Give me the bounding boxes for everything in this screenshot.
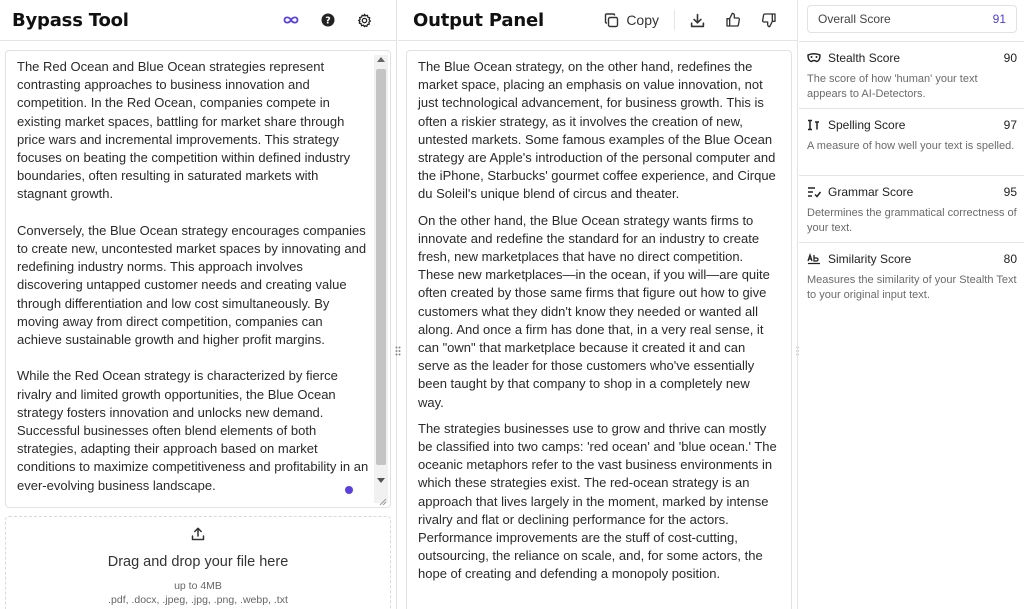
output-paragraph: The strategies businesses use to grow and thrive can mostly be classified into two camps: 'red ocean' and 'blue ocean.' The oceanic metaphors refer to the vast business environments in which these strategies exist. The red-ocean strategy is an approach that lives largely in the moment, marked by intense rivalry and flat or declining performance for the actors. Performance improvements are the stuff of cost-cutting, outsourcing, the reliance on scale, and, for some actors, the hope of creating and defending a monopoly position. <box>418 420 777 582</box>
input-text[interactable]: The Red Ocean and Blue Ocean strategies represent contrasting approaches to business innovation and competition. In the Red Ocean, companies compete in existing market spaces, battling for market share through price wars and incremental improvements. This strategy focuses on beating the competition within defined industry boundaries, often resulting in saturated markets with stagnant growth. Conversely, the Blue Ocean strategy encourages companies to create new, uncontested market spaces by innovating and redefining industry norms. This approach involves discovering untapped customer needs and creating value through differentiation and low cost simultaneously. By moving away from direct competition, companies can achieve sustainable growth and higher profit margins. While the Red Ocean strategy is characterized by fierce rivalry and limited growth opportunities, the Blue Ocean strategy fosters innovation and unlocks new demand. Successful businesses often blend elements of both strategies, adapting their approach based on market conditions to maximize competitiveness and profitability in an ever-evolving business landscape. <box>17 59 369 493</box>
grammar-score-card <box>799 176 1024 243</box>
bypass-tool-panel <box>0 0 397 609</box>
file-dropzone[interactable] <box>5 516 391 609</box>
overall-score-label: Overall Score <box>818 12 891 26</box>
metric-description: Measures the similarity of your Stealth Text to your original input text. <box>807 274 1017 301</box>
infinity-icon[interactable] <box>283 15 299 25</box>
metric-description: The score of how 'human' your text appears to AI-Detectors. <box>807 73 978 100</box>
metric-value: 97 <box>1003 118 1017 132</box>
metric-value: 80 <box>1003 252 1017 266</box>
metric-value: 95 <box>1003 185 1017 199</box>
metric-label: Stealth Score <box>828 51 901 65</box>
spelling-score-card <box>799 109 1024 176</box>
stealth-score-card <box>799 42 1024 109</box>
overall-score[interactable] <box>807 5 1017 33</box>
metric-label: Grammar Score <box>828 185 914 199</box>
download-icon[interactable] <box>690 13 705 28</box>
upload-icon[interactable] <box>191 527 205 546</box>
input-scrollbar[interactable] <box>374 55 388 503</box>
output-text[interactable] <box>407 51 791 584</box>
header-icons <box>283 13 372 28</box>
score-sidebar <box>799 0 1024 609</box>
scroll-down-arrow[interactable] <box>377 478 385 483</box>
output-paragraph: On the other hand, the Blue Ocean strategy wants firms to innovate and redefine the standard for an industry to create fresh, new marketplaces that have no direct competition. These new marketplaces—in the ocean, if you will—are quite often created by those same firms that figure out how to give customers what they didn't know they needed or wanted all along. And once a firm has done that, in a very real sense, it can "own" that marketplace because it created it and can serve as the leader for those customers who've essentially been taught by that company to shop in a completely new way. <box>418 212 770 410</box>
metric-label: Similarity Score <box>828 252 912 266</box>
copy-button[interactable] <box>604 12 659 28</box>
spellcheck-icon <box>807 119 821 131</box>
thumbs-up-icon[interactable] <box>725 12 741 28</box>
dropzone-formats: .pdf, .docx, .jpeg, .jpg, .png, .webp, .txt <box>108 594 288 606</box>
list-check-icon <box>807 186 821 198</box>
cursor-indicator <box>345 486 353 494</box>
mask-icon <box>807 53 821 63</box>
metric-description: Determines the grammatical correctness of your text. <box>807 207 1017 234</box>
help-icon[interactable] <box>321 13 335 27</box>
copy-icon <box>604 13 619 28</box>
panel-title: Bypass Tool <box>12 9 129 31</box>
output-panel <box>398 0 798 609</box>
metric-value: 90 <box>1003 51 1017 65</box>
bypass-tool-header <box>0 0 396 41</box>
copy-label: Copy <box>626 12 659 28</box>
output-title: Output Panel <box>413 9 544 31</box>
output-textbox[interactable] <box>406 50 792 609</box>
dropzone-title: Drag and drop your file here <box>107 554 289 570</box>
output-actions <box>604 10 777 30</box>
output-paragraph: The Blue Ocean strategy, on the other hand, redefines the market space, placing an emphasis on value innovation, not just technological advancement, for business growth. This is often a riskier strategy, as it involves the creation of new, untested markets. Some famous examples of the Blue Ocean strategy are Apple's introduction of the personal computer and the iPhone, Starbucks' gourmet coffee experience, and Cirque du Soleil's unique blend of circus and theater. <box>418 59 776 202</box>
resize-grip-icon[interactable] <box>379 498 387 506</box>
scroll-up-arrow[interactable] <box>377 57 385 62</box>
overall-score-value: 91 <box>992 12 1006 26</box>
svg-text:?: ? <box>325 15 331 27</box>
dropzone-limit: up to 4MB <box>174 580 222 592</box>
divider <box>674 10 675 30</box>
scrollbar-thumb[interactable] <box>376 69 386 465</box>
similarity-score-card <box>799 243 1024 310</box>
text-compare-icon <box>807 253 821 265</box>
output-header <box>398 0 797 41</box>
metric-label: Spelling Score <box>828 118 906 132</box>
thumbs-down-icon[interactable] <box>761 12 777 28</box>
input-textarea[interactable] <box>5 50 391 508</box>
settings-icon[interactable] <box>357 13 372 28</box>
metric-description: A measure of how well your text is spelled. <box>807 140 1015 152</box>
